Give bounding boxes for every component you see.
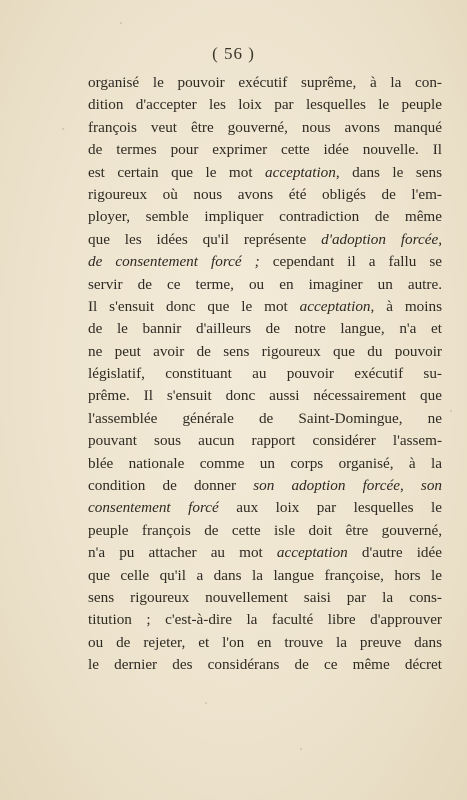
text-line [88,229,442,251]
text-segment: pouvant sous aucun rapport considérer l'assem- [88,432,442,450]
text-segment: françois veut être gouverné, nous avons manqué [88,118,442,136]
page-number: ( 56 ) [212,44,255,63]
text-line [88,632,442,654]
text-segment: , à moins [370,297,442,315]
body-text [88,72,442,677]
text-segment: l'assemblée générale de Saint-Domingue, ne [88,409,442,427]
text-line [88,318,442,340]
text-segment: que les idées qu'il représente [88,230,322,248]
text-line [88,542,442,564]
text-segment: Il s'ensuit donc que le mot [88,297,300,315]
text-segment: ou de rejeter, et l'on en trouve la preuve dans [88,633,442,651]
text-segment: , dans le sens [335,163,442,181]
italic-text-segment: acceptation [276,544,348,562]
text-segment: le dernier des considérans de ce même décret [88,656,442,674]
text-line [88,206,442,228]
text-segment: , [399,477,421,495]
text-line [88,520,442,542]
text-segment: aux loix par lesquelles le [218,499,442,517]
italic-text-segment: consentement forcé [88,499,219,517]
text-line [88,341,442,363]
text-line [88,430,442,452]
text-segment: titution ; c'est-à-dire la faculté libre d'approuver [88,611,442,629]
text-segment: rigoureux où nous avons été obligés de l'em- [88,185,442,203]
text-segment: ployer, semble impliquer contradiction de même [88,208,442,226]
text-segment: n'a pu attacher au mot [88,544,277,562]
text-line [88,162,442,184]
text-line [88,385,442,407]
text-segment: d'autre idée [347,544,442,562]
text-line [88,453,442,475]
text-line [88,408,442,430]
text-segment: condition de donner [88,477,254,495]
text-segment: dition d'accepter les loix par lesquelles le peuple [88,96,442,114]
text-segment: prême. Il s'ensuit donc aussi nécessairement que [88,387,442,405]
text-segment: cependant il a fallu se [259,253,442,271]
text-line [88,587,442,609]
text-line [88,139,442,161]
text-segment: blée nationale comme un corps organisé, à la [88,454,442,472]
italic-text-segment: de consentement forcé ; [88,253,260,271]
text-line [88,565,442,587]
text-segment: servir de ce terme, ou en imaginer un autre. [88,275,442,293]
text-line [88,274,442,296]
text-line [88,609,442,631]
text-line [88,251,442,273]
text-segment: que celle qu'il a dans la langue françoise, hors le [88,566,442,584]
italic-text-segment: son adoption forcée [253,477,400,495]
text-line [88,94,442,116]
text-line [88,184,442,206]
text-segment: de le bannir d'ailleurs de notre langue, n'a et [88,320,442,338]
text-line [88,363,442,385]
text-segment: peuple françois de cette isle doit être gouverné, [88,521,442,539]
italic-text-segment: d'adoption forcée, [321,230,442,248]
text-segment: ne peut avoir de sens rigoureux que du pouvoir [88,342,442,360]
text-line [88,296,442,318]
italic-text-segment: son [420,477,443,495]
text-segment: sens rigoureux nouvellement saisi par la cons- [88,588,442,606]
italic-text-segment: acceptation [299,297,371,315]
italic-text-segment: acceptation [265,163,336,181]
text-line [88,654,442,676]
text-segment: de termes pour exprimer cette idée nouvelle. Il [88,141,442,159]
text-segment: législatif, constituant au pouvoir exécutif su- [88,365,442,383]
text-line [88,117,442,139]
text-line [88,72,442,94]
text-line [88,497,442,519]
text-segment: organisé le pouvoir exécutif suprême, à la con- [88,74,442,91]
text-line [88,475,442,497]
text-segment: est certain que le mot [88,163,265,181]
